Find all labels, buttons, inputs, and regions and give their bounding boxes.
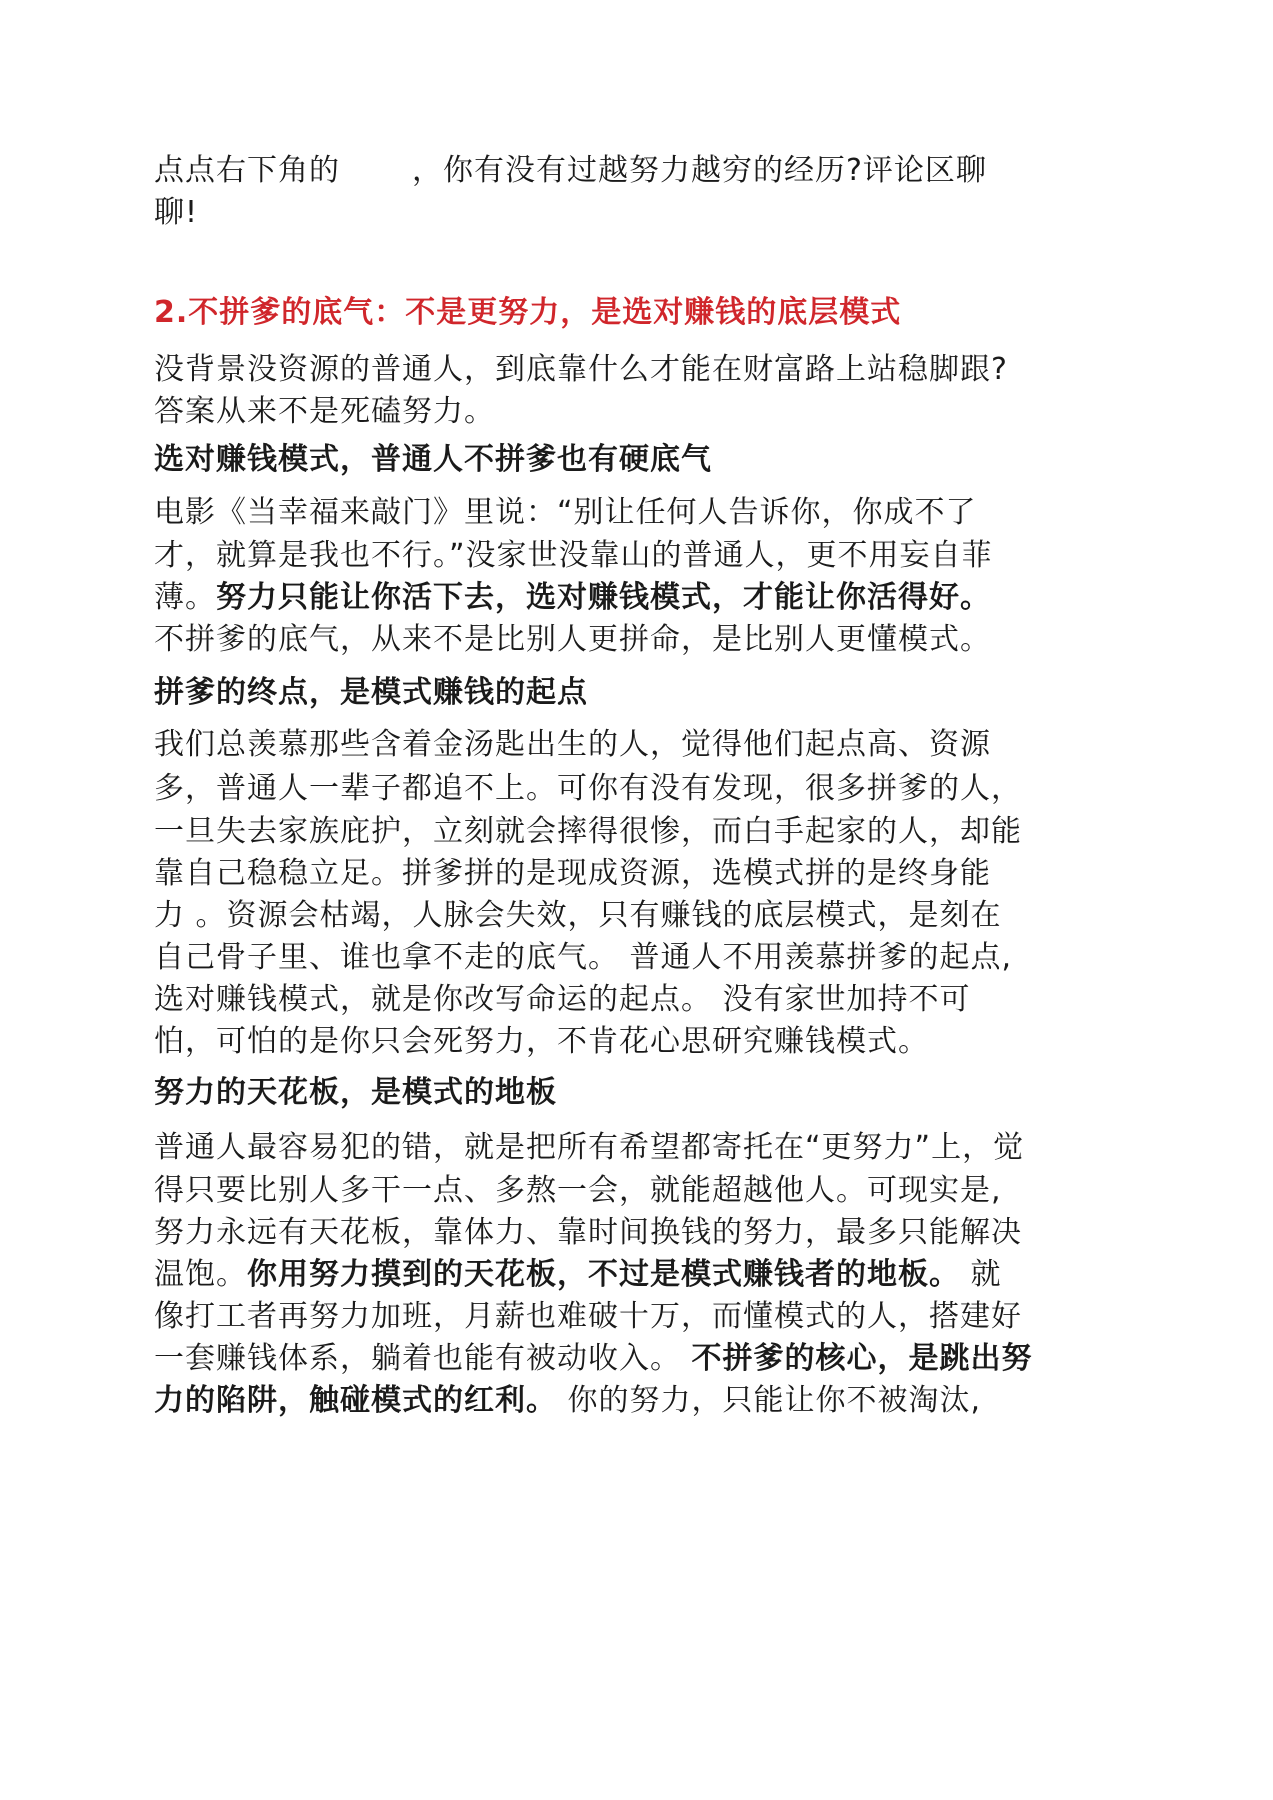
p2-line-1: 电影《当幸福来敲门》里说：“别让任何人告诉你，你成不了 <box>154 495 977 530</box>
p4-line-2: 得只要比别人多干一点、多熬一会，就能超越他人。可现实是, <box>154 1173 1002 1208</box>
p3-line-6: 自己骨子里、谁也拿不走的底气。 普通人不用羡慕拼爹的起点, <box>154 940 1013 975</box>
p4-text: 温饱。 <box>154 1257 247 1292</box>
p2-line-3 <box>154 578 991 618</box>
p2-line-4: 不拼爹的底气，从来不是比别人更拼命，是比别人更懂模式。 <box>154 622 991 657</box>
p4-text-tail: 就 <box>960 1257 1002 1292</box>
intro-text-a: 点点右下角的 <box>154 153 340 188</box>
intro-text-b: ，你有没有过越努力越穷的经历?评论区聊 <box>412 153 987 188</box>
subheading-2: 拼爹的终点，是模式赚钱的起点 <box>154 675 588 710</box>
p2-text: 薄。 <box>154 580 216 615</box>
p4-bold-text: 你用努力摸到的天花板，不过是模式赚钱者的地板。 <box>247 1257 960 1292</box>
p4-line-3: 努力永远有天花板，靠体力、靠时间换钱的努力，最多只能解决 <box>154 1215 1022 1250</box>
p4-bold-text-3: 力的陷阱，触碰模式的红利。 <box>154 1383 557 1418</box>
p4-line-7 <box>154 1381 981 1421</box>
p2-bold-text: 努力只能让你活下去，选对赚钱模式，才能让你活得好。 <box>216 580 991 615</box>
p3-line-4: 靠自己稳稳立足。拼爹拼的是现成资源，选模式拼的是终身能 <box>154 856 991 891</box>
p4-line-4 <box>154 1255 1002 1295</box>
p1-line-1: 没背景没资源的普通人，到底靠什么才能在财富路上站稳脚跟? <box>154 352 1008 387</box>
p1-line-2: 答案从来不是死磕努力。 <box>154 394 495 429</box>
p3-line-1: 我们总羡慕那些含着金汤匙出生的人，觉得他们起点高、资源 <box>154 727 991 762</box>
p3-line-7: 选对赚钱模式，就是你改写命运的起点。 没有家世加持不可 <box>154 982 971 1017</box>
p4-bold-text-2: 不拼爹的核心，是跳出努 <box>691 1341 1033 1376</box>
p4-line-6 <box>154 1339 1033 1379</box>
intro-line-1 <box>154 151 987 191</box>
subheading-3: 努力的天花板，是模式的地板 <box>154 1075 557 1110</box>
p3-line-3: 一旦失去家族庇护，立刻就会摔得很惨，而白手起家的人，却能 <box>154 814 1022 849</box>
p3-line-5: 力 。资源会枯竭，人脉会失效，只有赚钱的底层模式，是刻在 <box>154 898 1002 933</box>
section-title: 2.不拼爹的底气：不是更努力，是选对赚钱的底层模式 <box>154 295 902 330</box>
p4-text-3: 你的努力，只能让你不被淘汰, <box>557 1383 982 1418</box>
p4-text-2: 一套赚钱体系，躺着也能有被动收入。 <box>154 1341 692 1376</box>
p3-line-8: 怕，可怕的是你只会死努力，不肯花心思研究赚钱模式。 <box>154 1024 929 1059</box>
p3-line-2: 多，普通人一辈子都追不上。可你有没有发现，很多拼爹的人， <box>154 771 1022 806</box>
subheading-1: 选对赚钱模式，普通人不拼爹也有硬底气 <box>154 442 712 477</box>
intro-line-2: 聊! <box>154 195 199 230</box>
p4-line-1: 普通人最容易犯的错，就是把所有希望都寄托在“更努力”上，觉 <box>154 1130 1025 1165</box>
p4-line-5: 像打工者再努力加班，月薪也难破十万，而懂模式的人，搭建好 <box>154 1299 1022 1334</box>
p2-line-2: 才，就算是我也不行。”没家世没靠山的普通人，更不用妄自菲 <box>154 538 993 573</box>
